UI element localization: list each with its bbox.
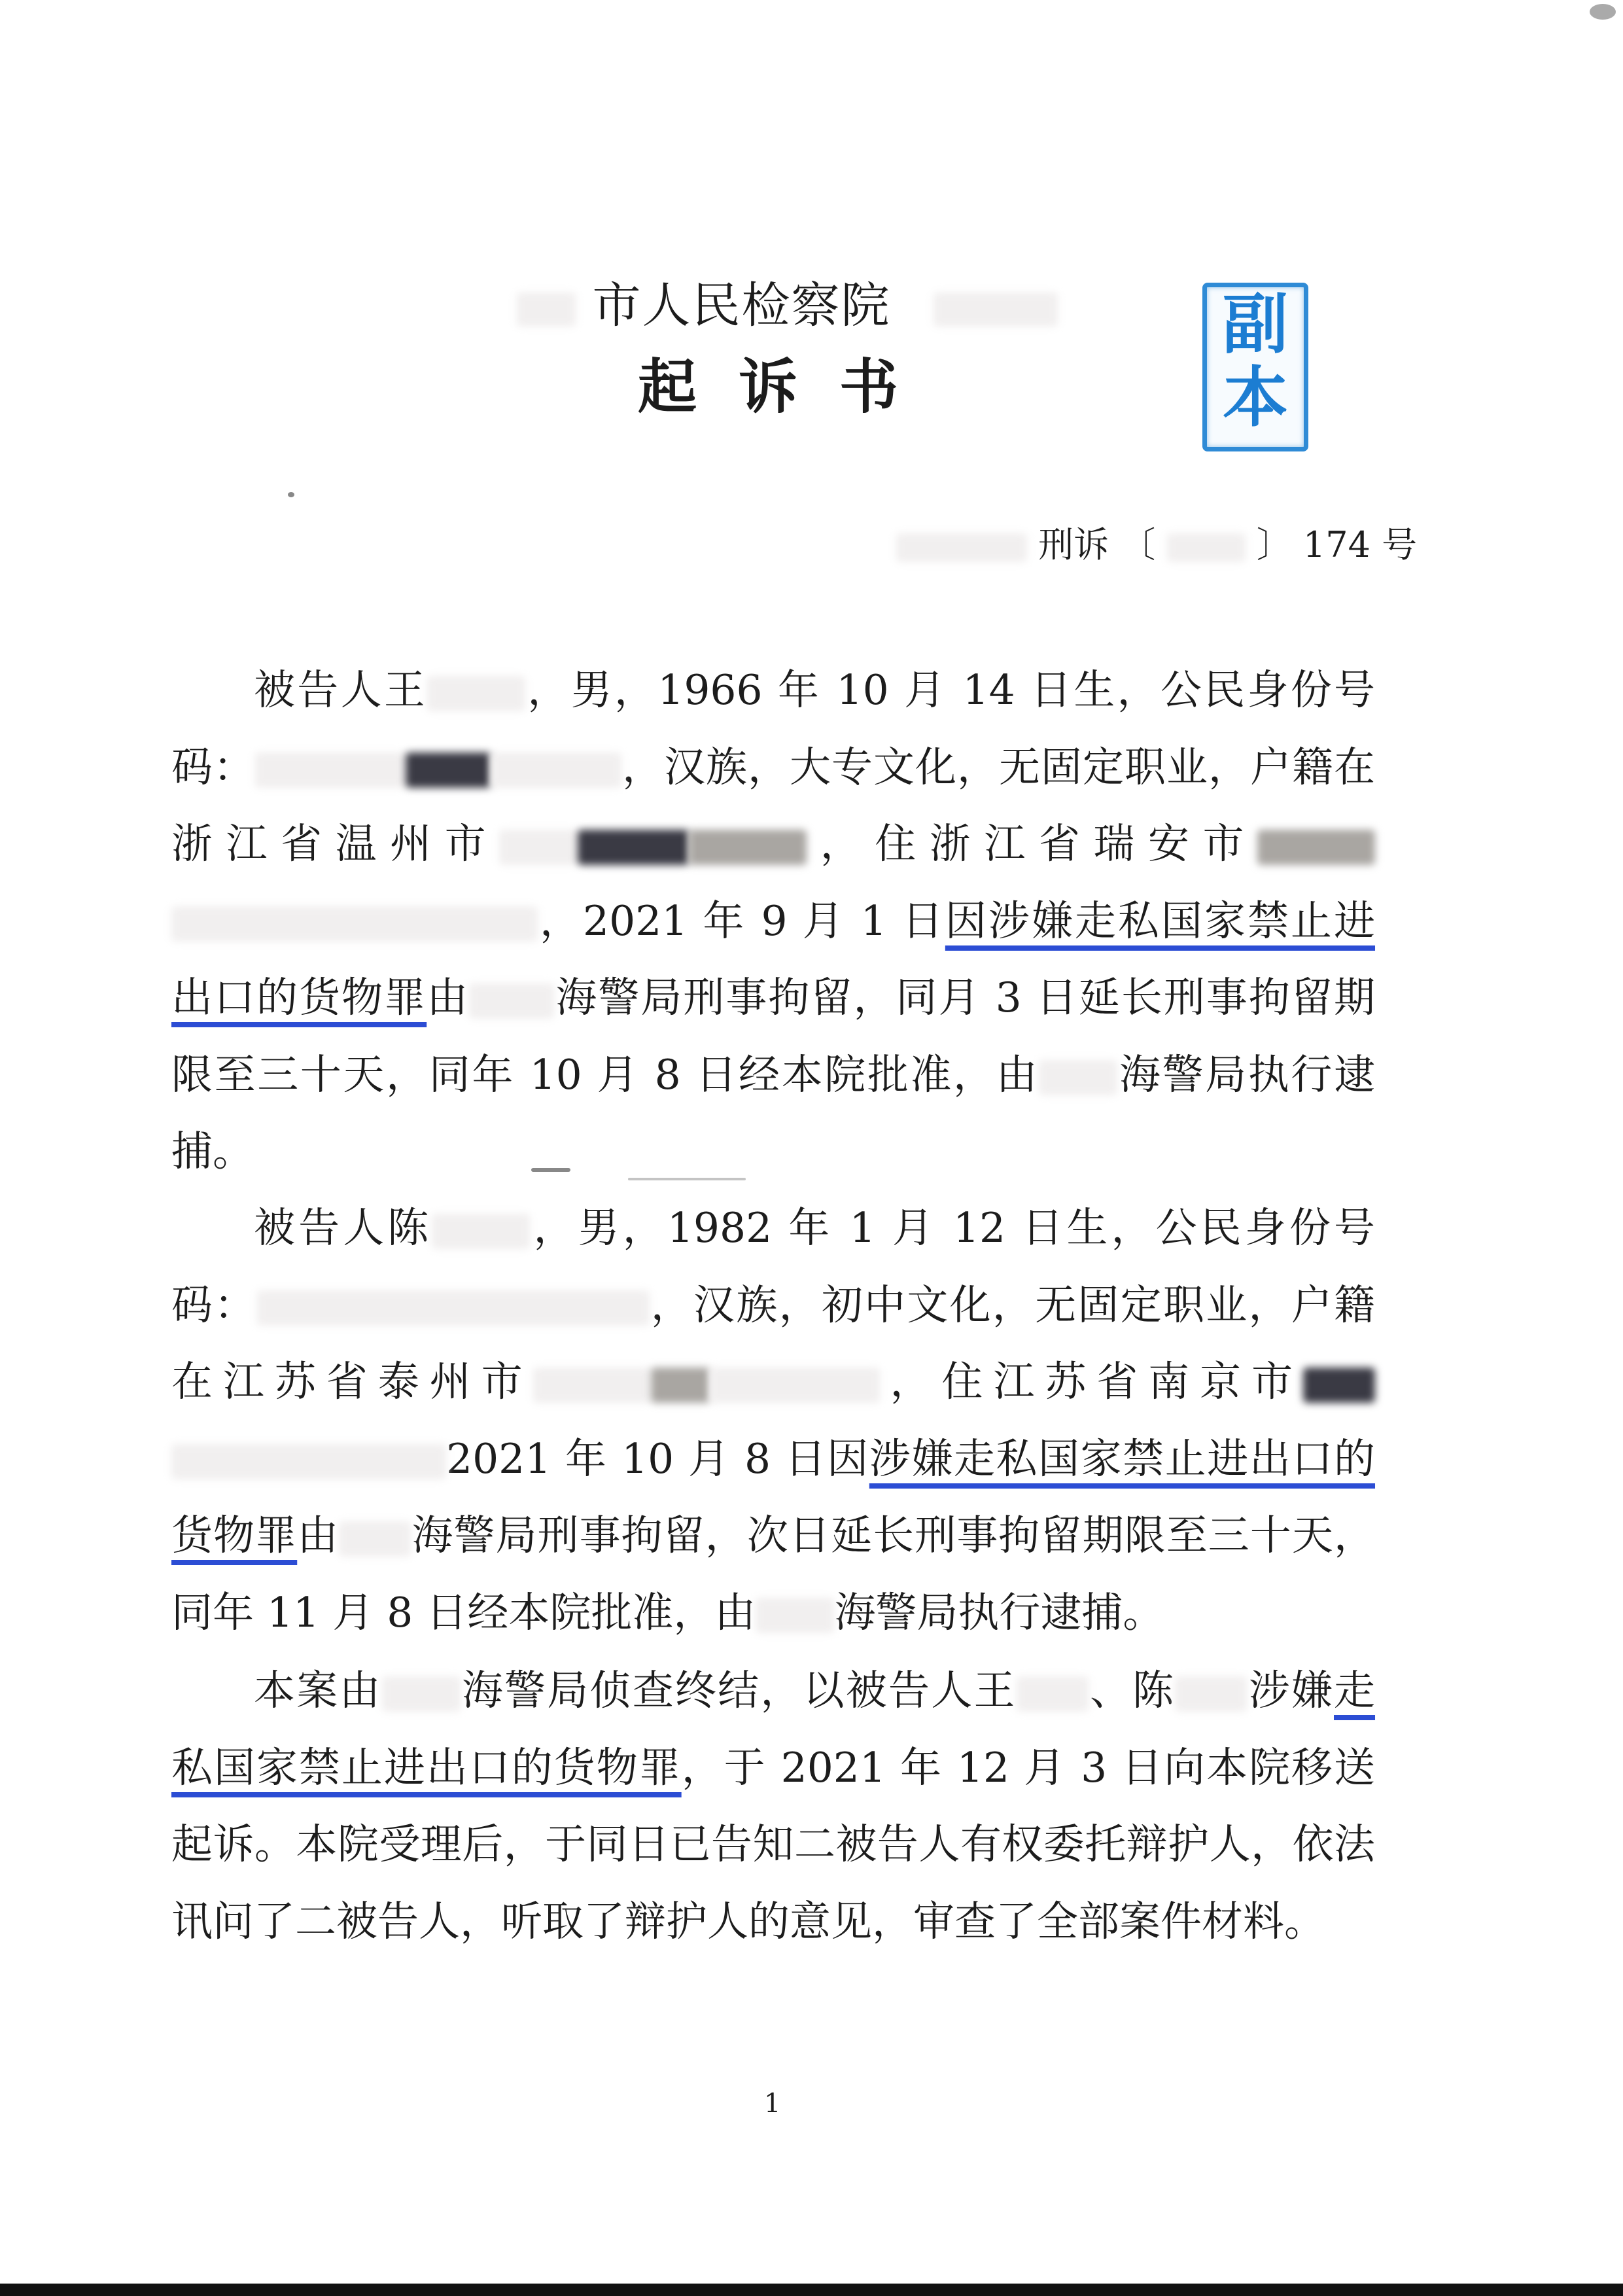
p1-text-9: 海警局执行逮捕。: [171, 1050, 1375, 1175]
scan-speck: [628, 1178, 746, 1180]
doc-number-bracket-close: 〕: [1256, 524, 1292, 565]
p2-text-4: ，住江苏省南京市: [879, 1358, 1303, 1405]
redacted-name: [427, 676, 525, 711]
p1-text-3: ，汉族，大专文化，无固定职业，户籍在浙江省温州市: [171, 743, 1375, 868]
redacted-id-number: [255, 752, 406, 788]
redacted-city: [517, 292, 576, 327]
scan-speck: [531, 1168, 570, 1172]
doc-number-suffix: 号: [1382, 524, 1418, 565]
p1-text-7: 由: [427, 974, 470, 1021]
authority-name: 市人民检察院: [592, 277, 891, 334]
redacted-agency-2: [756, 1598, 834, 1633]
redacted-agency: [469, 983, 554, 1019]
p2-text-9: 海警局执行逮捕。: [834, 1588, 1164, 1636]
p2-text-3: ，汉族，初中文化，无固定职业，户籍在江苏省泰州市: [171, 1280, 1376, 1405]
scan-bottom-edge: [0, 2284, 1623, 2296]
redacted-id-number-2: [406, 752, 491, 788]
doc-number-bracket-open: 〔: [1120, 524, 1156, 565]
redacted-agency: [382, 1676, 461, 1712]
page-number: 1: [764, 2089, 781, 2119]
p1-text-4: ，住浙江省瑞安市: [807, 820, 1258, 868]
case-paragraph: [171, 1652, 1375, 1960]
p2-text-1: 被告人陈: [254, 1204, 432, 1252]
redacted-name-1: [1017, 1676, 1089, 1712]
p3-charge-highlight: 走私国家禁止进出口的货物罪: [171, 1667, 1376, 1792]
redacted-agency: [339, 1521, 411, 1557]
redacted-year: [1167, 533, 1246, 562]
p3-text-3: 、陈: [1088, 1667, 1176, 1714]
redacted-hukou-2: [578, 830, 689, 865]
scan-speck: [1590, 4, 1616, 20]
issuing-authority: [517, 267, 1058, 336]
redacted-name: [432, 1214, 530, 1249]
redacted-hukou: [533, 1368, 651, 1403]
redacted-address-2: [171, 1444, 446, 1479]
stamp-char-2: 本: [1223, 359, 1288, 436]
redacted-hukou: [499, 830, 578, 865]
p1-charge-highlight: 因涉嫌走私国家禁止进出口的货物罪: [171, 896, 1376, 1021]
redacted-hukou-3: [710, 1368, 880, 1403]
doc-number-prefix: 刑诉: [1038, 524, 1109, 565]
defendant-2-paragraph: [171, 1190, 1375, 1651]
copy-stamp: [1202, 283, 1308, 451]
redacted-prefix: [896, 533, 1027, 562]
p2-text-2: ，男，1982 年 1 月 12 日生，公民身份号码：: [171, 1204, 1375, 1329]
redacted-id-number: [257, 1290, 650, 1326]
doc-number-value: 174: [1302, 524, 1370, 565]
p3-text-4: 涉嫌: [1247, 1667, 1335, 1714]
p1-text-1: 被告人王: [254, 666, 428, 714]
p2-text-8: 海警局刑事拘留，次日延长刑事拘留期限至三十天，同年 11 月 8 日经本院批准，由: [171, 1511, 1376, 1636]
p1-text-5: ，2021 年 9 月 1 日: [538, 896, 945, 945]
p3-text-1: 本案由: [254, 1667, 382, 1714]
redacted-address: [1257, 830, 1375, 865]
scan-speck: [288, 492, 294, 497]
p2-charge-highlight: 涉嫌走私国家禁止进出口的货物罪: [171, 1434, 1376, 1559]
redacted-hukou-3: [689, 830, 807, 865]
redacted-suffix: [934, 292, 1058, 327]
p3-text-2: 海警局侦查终结，以被告人王: [460, 1667, 1017, 1714]
redacted-id-number-3: [491, 752, 621, 788]
p3-text-6: ，于 2021 年 12 月 3 日向本院移送起诉。本院受理后，于同日已告知二被告人有权委托辩护人，依法讯问了二被告人，听取了辩护人的意见，审查了全部案件材料。: [171, 1743, 1376, 1945]
p2-text-5: 2021 年 10 月 8 日因: [446, 1434, 869, 1483]
stamp-char-1: 副: [1223, 285, 1288, 362]
document-title: 起诉书: [638, 352, 940, 421]
redacted-hukou-2: [651, 1368, 710, 1403]
document-number: [896, 517, 1417, 567]
p1-text-8: 海警局刑事拘留，同月 3 日延长刑事拘留期限至三十天，同年 10 月 8 日经本院批准，由: [171, 974, 1376, 1099]
redacted-address-2: [171, 906, 538, 942]
redacted-agency-2: [1039, 1060, 1117, 1095]
redacted-name-2: [1175, 1676, 1247, 1712]
p1-text-2: ，男，1966 年 10 月 14 日生，公民身份号码：: [171, 666, 1376, 791]
defendant-1-paragraph: [171, 652, 1375, 1190]
p2-text-7: 由: [297, 1511, 340, 1559]
redacted-address: [1303, 1368, 1375, 1403]
